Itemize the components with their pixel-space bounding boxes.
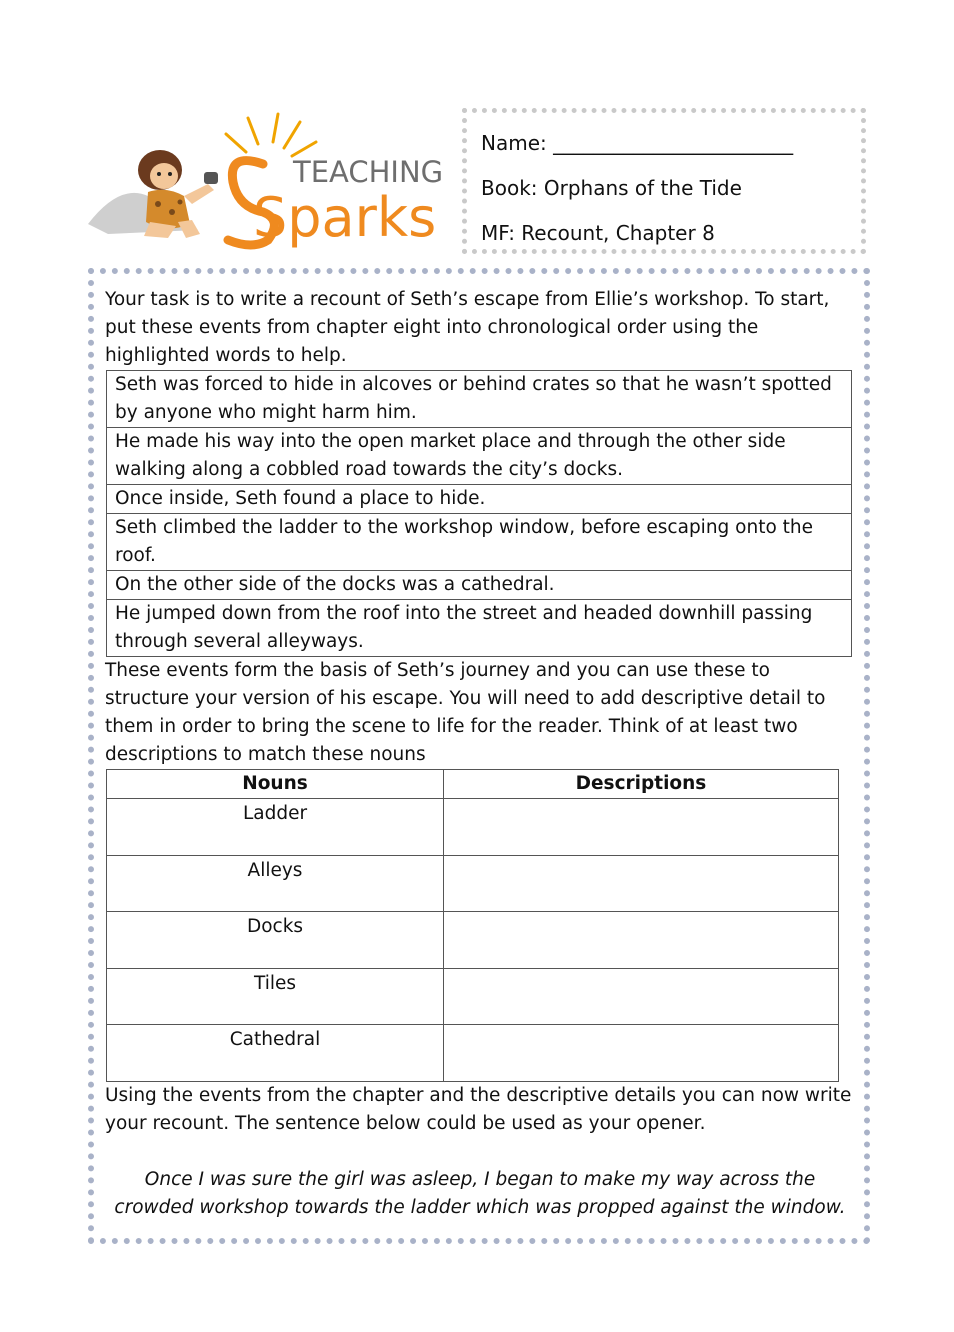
book-label: Book: Orphans of the Tide: [481, 176, 742, 200]
table-row: [107, 799, 839, 856]
description-cell[interactable]: [444, 968, 839, 1025]
table-row: [107, 968, 839, 1025]
svg-text:Sparks: Sparks: [253, 186, 437, 249]
description-cell[interactable]: [444, 912, 839, 969]
noun-cell: Alleys: [107, 855, 444, 912]
task-middle: These events form the basis of Seth’s journey and you can use these to structure your version of his escape. You will need to add descriptive detail to them in order to bring the scene to life for the reader. Think of at least two descriptions to match these nouns: [105, 660, 826, 765]
event-row: [107, 428, 852, 485]
table-row: [107, 1025, 839, 1082]
event-row: [107, 371, 852, 428]
table-row: [107, 855, 839, 912]
event-row: [107, 571, 852, 600]
description-cell[interactable]: [444, 1025, 839, 1082]
description-cell[interactable]: [444, 855, 839, 912]
event-text: Seth was forced to hide in alcoves or behind crates so that he wasn’t spotted by anyone who might harm him.: [107, 371, 852, 428]
event-row: [107, 600, 852, 657]
description-cell[interactable]: [444, 799, 839, 856]
event-text: Once inside, Seth found a place to hide.: [107, 485, 852, 514]
logo-graphic: [88, 112, 448, 252]
descriptions-header: Descriptions: [444, 770, 839, 799]
event-text: On the other side of the docks was a cathedral.: [107, 571, 852, 600]
event-text: Seth climbed the ladder to the workshop window, before escaping onto the roof.: [107, 514, 852, 571]
teaching-sparks-logo: [88, 112, 448, 252]
task-box: [88, 268, 870, 1244]
nouns-header: Nouns: [107, 770, 444, 799]
noun-cell: Ladder: [107, 799, 444, 856]
events-table: [106, 370, 852, 657]
event-row: [107, 514, 852, 571]
noun-cell: Tiles: [107, 968, 444, 1025]
opener-sentence: Once I was sure the girl was asleep, I began to make my way across the crowded workshop towards the ladder which was propped against the window.: [114, 1168, 846, 1218]
table-row: [107, 912, 839, 969]
task-closing: Using the events from the chapter and the descriptive details you can now write your recount. The sentence below could be used as your opener.: [105, 1084, 852, 1134]
name-field[interactable]: Name: ________________________: [481, 131, 794, 155]
nouns-descriptions-table: [106, 769, 839, 1082]
svg-text:TEACHING: TEACHING: [293, 155, 444, 189]
task-intro: Your task is to write a recount of Seth’s escape from Ellie’s workshop. To start, put these events from chapter eight into chronological order using the highlighted words to help.: [105, 289, 830, 366]
noun-cell: Cathedral: [107, 1025, 444, 1082]
noun-cell: Docks: [107, 912, 444, 969]
mf-label: MF: Recount, Chapter 8: [481, 221, 715, 245]
student-info-box: [462, 108, 866, 254]
event-text: He made his way into the open market place and through the other side walking along a cobbled road towards the city’s docks.: [107, 428, 852, 485]
event-text: He jumped down from the roof into the street and headed downhill passing through several alleyways.: [107, 600, 852, 657]
event-row: [107, 485, 852, 514]
